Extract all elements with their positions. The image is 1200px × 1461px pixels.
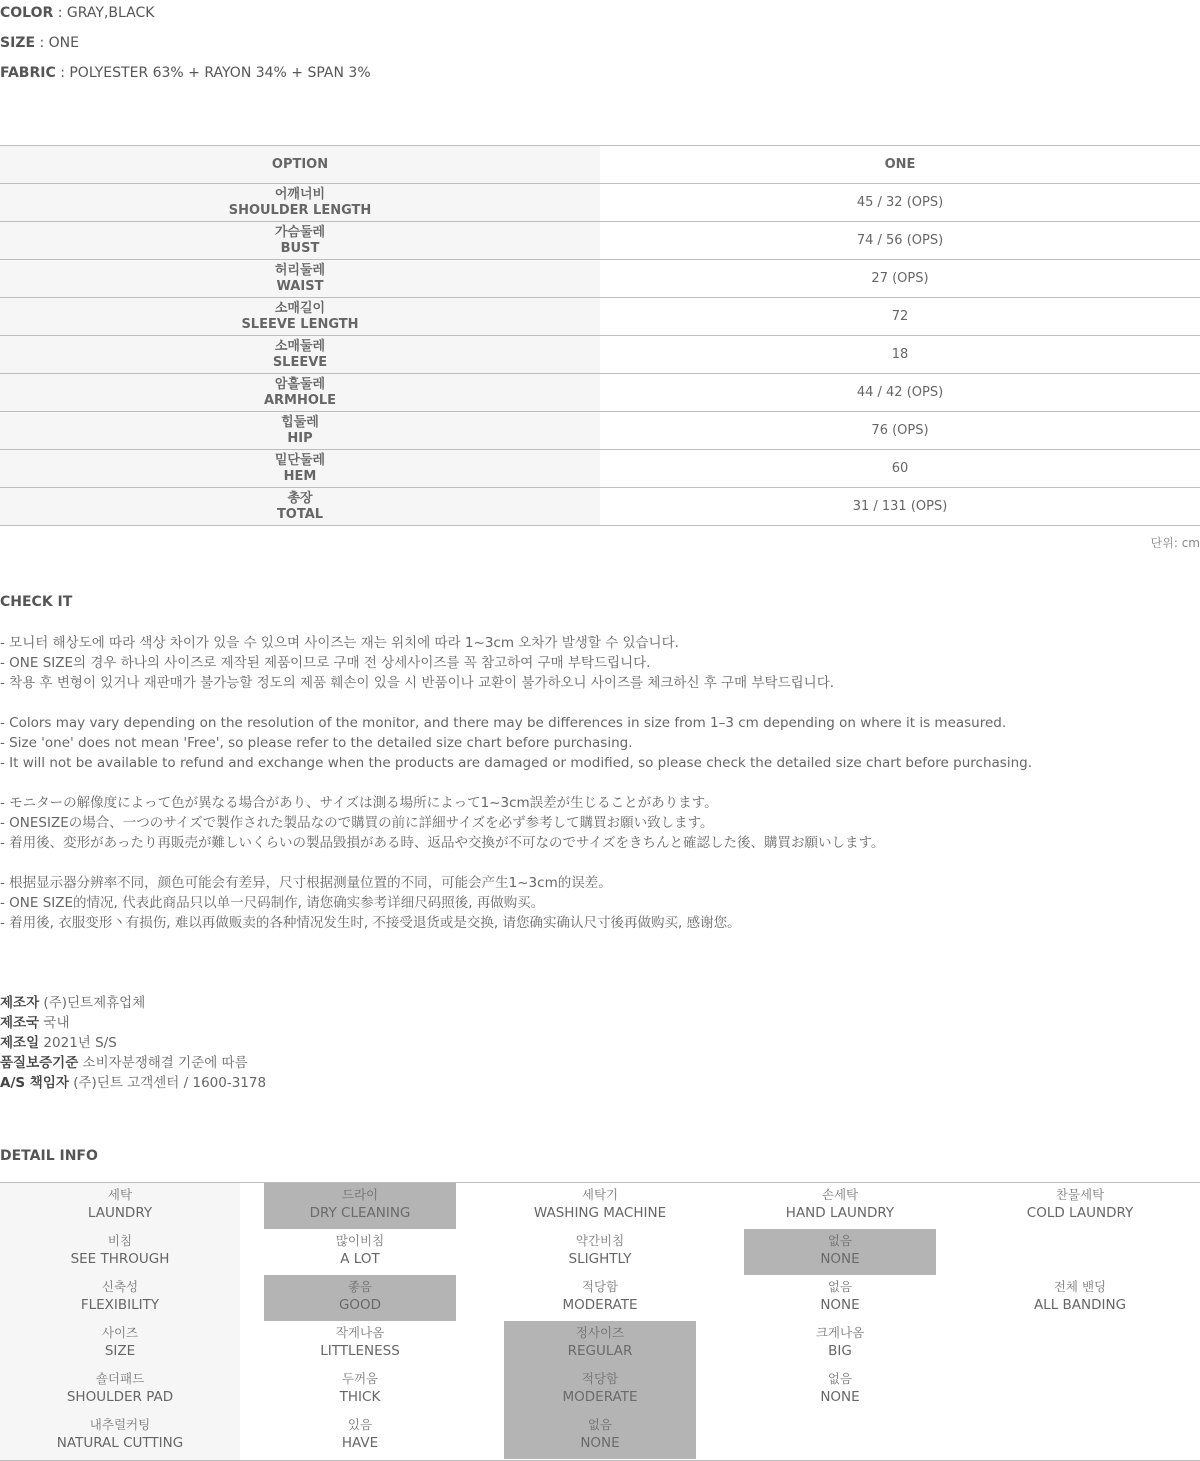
country-value: 국내 xyxy=(43,1015,70,1031)
detail-info-grid xyxy=(0,1182,1200,1461)
detail-option xyxy=(744,1367,936,1413)
size-row-value: 74 / 56 (OPS) xyxy=(600,222,1200,260)
size-row xyxy=(0,184,1200,222)
size-row-value: 76 (OPS) xyxy=(600,412,1200,450)
size-row-value: 72 xyxy=(600,298,1200,336)
detail-option-en: LITTLENESS xyxy=(320,1343,400,1359)
manufacturer-info xyxy=(0,993,266,1093)
detail-row-label xyxy=(0,1275,240,1321)
size-row-value: 31 / 131 (OPS) xyxy=(600,488,1200,526)
detail-option-en: SLIGHTLY xyxy=(568,1251,632,1267)
one-header: ONE xyxy=(600,146,1200,184)
maker-value: (주)딘트제휴업체 xyxy=(43,995,146,1011)
detail-row-label-en: FLEXIBILITY xyxy=(80,1297,160,1313)
detail-row-label-ko: 사이즈 xyxy=(101,1325,139,1340)
detail-option-ko: 크게나옴 xyxy=(815,1325,865,1340)
detail-option-selected xyxy=(264,1183,456,1229)
size-value: : ONE xyxy=(39,35,79,51)
detail-option-en: MODERATE xyxy=(562,1297,638,1313)
detail-option-selected-en: NONE xyxy=(580,1435,620,1451)
as-line xyxy=(0,1073,266,1093)
detail-option-selected xyxy=(504,1367,696,1413)
detail-row-label-ko: 숄더패드 xyxy=(95,1371,145,1386)
detail-option-en: COLD LAUNDRY xyxy=(1026,1205,1134,1221)
detail-option-ko: 약간비침 xyxy=(575,1233,625,1248)
note-ko-2: - ONE SIZE의 경우 하나의 사이즈로 제작된 제품이므로 구매 전 상세사이즈를 꼭 참고하여 구매 부탁드립니다. xyxy=(0,655,651,671)
detail-option-selected-en: NONE xyxy=(820,1251,860,1267)
maker-line xyxy=(0,993,266,1013)
detail-option-ko: 찬물세탁 xyxy=(1055,1187,1105,1202)
note-ja-1: - モニターの解像度によって色が異なる場合があり、サイズは測る場所によって1~3cm誤差が生じることがあります。 xyxy=(0,795,718,811)
detail-option xyxy=(744,1275,936,1321)
size-row-label-ko: 밑단둘레 xyxy=(274,452,326,468)
detail-option-selected-en: DRY CLEANING xyxy=(309,1205,411,1221)
note-zh-2: - ONE SIZE的情况, 代表此商品只以单一尺码制作, 请您确实参考详细尺码照後, 再做购买。 xyxy=(0,895,545,911)
note-ja-2: - ONESIZEの場合、一つのサイズで製作された製品なので購買の前に詳細サイズを必ず参考して購買お願い致します。 xyxy=(0,815,714,831)
as-value: (주)딘트 고객센터 / 1600-3178 xyxy=(73,1075,267,1091)
detail-option-ko: 두꺼움 xyxy=(341,1371,379,1386)
size-row-label-ko: 허리둘레 xyxy=(274,262,326,278)
size-row xyxy=(0,336,1200,374)
size-row-label xyxy=(0,260,600,298)
detail-option-en: HAND LAUNDRY xyxy=(785,1205,895,1221)
detail-row-label-ko: 내추럴커팅 xyxy=(89,1417,151,1432)
size-row-label-en: ARMHOLE xyxy=(263,392,337,408)
note-zh-1: - 根据显示器分辨率不同，颜色可能会有差异，尺寸根据测量位置的不同，可能会产生1~3cm的误差。 xyxy=(0,875,612,891)
size-row-label-en: TOTAL xyxy=(276,506,324,522)
detail-row-label-ko: 신축성 xyxy=(101,1279,139,1294)
color-label: COLOR xyxy=(0,5,54,21)
size-row xyxy=(0,222,1200,260)
detail-option-selected-en: MODERATE xyxy=(562,1389,638,1405)
size-row-value: 60 xyxy=(600,450,1200,488)
detail-option-ko: 많이비침 xyxy=(335,1233,385,1248)
detail-row-label-en: SEE THROUGH xyxy=(70,1251,170,1267)
size-row-label xyxy=(0,488,600,526)
detail-option-ko: 없음 xyxy=(827,1371,853,1386)
note-ja-3: - 着用後、変形があったり再販売が難しいくらいの製品毀損がある時、返品や交換が不可なのでサイズをきちんと確認した後、購買お願いします。 xyxy=(0,835,885,851)
detail-option xyxy=(264,1367,456,1413)
quality-value: 소비자분쟁해결 기준에 따름 xyxy=(82,1055,248,1071)
note-en-2: - Size 'one' does not mean 'Free', so please refer to the detailed size chart before purchasing. xyxy=(0,735,633,751)
color-spec xyxy=(0,5,154,21)
detail-option xyxy=(744,1183,936,1229)
fabric-label: FABRIC xyxy=(0,65,56,81)
detail-option-ko: 전체 밴딩 xyxy=(1053,1279,1107,1294)
detail-option xyxy=(984,1275,1176,1321)
maker-label: 제조자 xyxy=(0,995,40,1011)
size-row-value: 44 / 42 (OPS) xyxy=(600,374,1200,412)
country-line xyxy=(0,1013,266,1033)
detail-option-ko: 작게나옴 xyxy=(335,1325,385,1340)
size-row xyxy=(0,488,1200,526)
detail-option-selected-ko: 없음 xyxy=(587,1417,613,1432)
detail-option-en: NONE xyxy=(820,1389,860,1405)
quality-line xyxy=(0,1053,266,1073)
note-en-1: - Colors may vary depending on the resolution of the monitor, and there may be differences in size from 1–3 cm depending on where it is measured. xyxy=(0,715,1007,731)
size-spec xyxy=(0,35,79,51)
quality-label: 품질보증기준 xyxy=(0,1055,79,1071)
detail-option-en: BIG xyxy=(828,1343,852,1359)
note-en-3: - It will not be available to refund and exchange when the products are damaged or modified, so please check the detailed size chart before purchasing. xyxy=(0,755,1032,771)
size-row-label-ko: 어깨너비 xyxy=(274,186,326,202)
detail-option xyxy=(264,1321,456,1367)
detail-option xyxy=(504,1229,696,1275)
color-value: : GRAY,BLACK xyxy=(57,5,155,21)
option-header: OPTION xyxy=(0,146,600,184)
fabric-spec xyxy=(0,65,371,81)
detail-option-en: WASHING MACHINE xyxy=(533,1205,667,1221)
detail-option-selected-ko: 드라이 xyxy=(341,1187,379,1202)
size-row-value: 27 (OPS) xyxy=(600,260,1200,298)
size-row-label-ko: 소매길이 xyxy=(274,300,326,316)
size-row xyxy=(0,298,1200,336)
detail-option-selected-ko: 없음 xyxy=(827,1233,853,1248)
detail-option-selected-ko: 좋음 xyxy=(347,1279,373,1294)
check-it-notes xyxy=(0,633,1032,933)
size-row-label-en: SHOULDER LENGTH xyxy=(228,202,372,218)
note-ko-1: - 모니터 해상도에 따라 색상 차이가 있을 수 있으며 사이즈는 재는 위치에 따라 1~3cm 오차가 발생할 수 있습니다. xyxy=(0,635,679,651)
detail-row-label-en: LAUNDRY xyxy=(87,1205,153,1221)
size-row-label xyxy=(0,336,600,374)
size-row-label-en: SLEEVE LENGTH xyxy=(241,316,359,332)
detail-option-ko: 있음 xyxy=(347,1417,373,1432)
size-row-label-ko: 암홀둘레 xyxy=(274,376,326,392)
country-label: 제조국 xyxy=(0,1015,40,1031)
detail-row-label xyxy=(0,1321,240,1367)
detail-option xyxy=(504,1183,696,1229)
detail-option xyxy=(504,1275,696,1321)
detail-option-en: HAVE xyxy=(341,1435,379,1451)
detail-option-selected xyxy=(744,1229,936,1275)
size-row xyxy=(0,412,1200,450)
detail-option xyxy=(264,1413,456,1459)
size-row-label-ko: 소매둘레 xyxy=(274,338,326,354)
date-line xyxy=(0,1033,266,1053)
detail-row-label xyxy=(0,1183,240,1229)
size-row-label xyxy=(0,222,600,260)
unit-note: 단위: cm xyxy=(1150,536,1200,550)
size-row-label-en: SLEEVE xyxy=(272,354,328,370)
detail-option-en: A LOT xyxy=(340,1251,380,1267)
fabric-value: : POLYESTER 63% + RAYON 34% + SPAN 3% xyxy=(60,65,371,81)
detail-option-selected xyxy=(264,1275,456,1321)
size-table xyxy=(0,145,1200,526)
detail-option-en: ALL BANDING xyxy=(1033,1297,1127,1313)
detail-row-label xyxy=(0,1229,240,1275)
detail-option-selected-en: GOOD xyxy=(338,1297,382,1313)
detail-row-label xyxy=(0,1367,240,1413)
detail-option xyxy=(984,1183,1176,1229)
size-label: SIZE xyxy=(0,35,36,51)
size-row-label xyxy=(0,298,600,336)
size-row-label xyxy=(0,374,600,412)
detail-option-selected-en: REGULAR xyxy=(567,1343,633,1359)
size-row-label xyxy=(0,450,600,488)
size-row-label-en: HIP xyxy=(287,430,313,446)
detail-option-selected xyxy=(504,1413,696,1459)
size-row-label-ko: 가슴둘레 xyxy=(274,224,326,240)
detail-row-label-ko: 세탁 xyxy=(107,1187,133,1202)
detail-option-selected-ko: 정사이즈 xyxy=(575,1325,625,1340)
size-row xyxy=(0,374,1200,412)
detail-row-label-en: NATURAL CUTTING xyxy=(56,1435,184,1451)
detail-option-selected xyxy=(504,1321,696,1367)
size-row-label-en: HEM xyxy=(283,468,317,484)
date-value: 2021년 S/S xyxy=(43,1035,117,1051)
detail-option-ko: 없음 xyxy=(827,1279,853,1294)
detail-option xyxy=(744,1321,936,1367)
size-row-label-en: WAIST xyxy=(276,278,324,294)
check-it-title: CHECK IT xyxy=(0,594,73,610)
date-label: 제조일 xyxy=(0,1035,40,1051)
note-zh-3: - 着用後, 衣服变形丶有损伤, 难以再做贩卖的各种情况发生时, 不接受退货或是交换, 请您确实确认尺寸後再做购买, 感谢您。 xyxy=(0,915,741,931)
detail-option-en: NONE xyxy=(820,1297,860,1313)
detail-option xyxy=(264,1229,456,1275)
size-row-label-ko: 힙둘레 xyxy=(281,414,319,430)
size-row-label xyxy=(0,184,600,222)
size-row xyxy=(0,450,1200,488)
size-table-body xyxy=(0,184,1200,526)
size-row-label-en: BUST xyxy=(280,240,320,256)
detail-row-label xyxy=(0,1413,240,1459)
size-table-header xyxy=(0,146,1200,184)
size-row-value: 45 / 32 (OPS) xyxy=(600,184,1200,222)
detail-option-ko: 손세탁 xyxy=(821,1187,859,1202)
size-row-value: 18 xyxy=(600,336,1200,374)
size-row-label-ko: 총장 xyxy=(287,490,313,506)
note-ko-3: - 착용 후 변형이 있거나 재판매가 불가능할 정도의 제품 훼손이 있을 시 반품이나 교환이 불가하오니 사이즈를 체크하신 후 구매 부탁드립니다. xyxy=(0,675,835,691)
detail-option-ko: 세탁기 xyxy=(581,1187,619,1202)
as-label: A/S 책임자 xyxy=(0,1075,69,1091)
size-row-label xyxy=(0,412,600,450)
detail-row-label-en: SHOULDER PAD xyxy=(66,1389,174,1405)
size-row xyxy=(0,260,1200,298)
detail-row-label-en: SIZE xyxy=(104,1343,136,1359)
detail-option-ko: 적당함 xyxy=(581,1279,619,1294)
detail-option-en: THICK xyxy=(339,1389,381,1405)
detail-option-selected-ko: 적당함 xyxy=(581,1371,619,1386)
detail-info-title: DETAIL INFO xyxy=(0,1148,98,1164)
detail-row-label-ko: 비침 xyxy=(107,1233,133,1248)
